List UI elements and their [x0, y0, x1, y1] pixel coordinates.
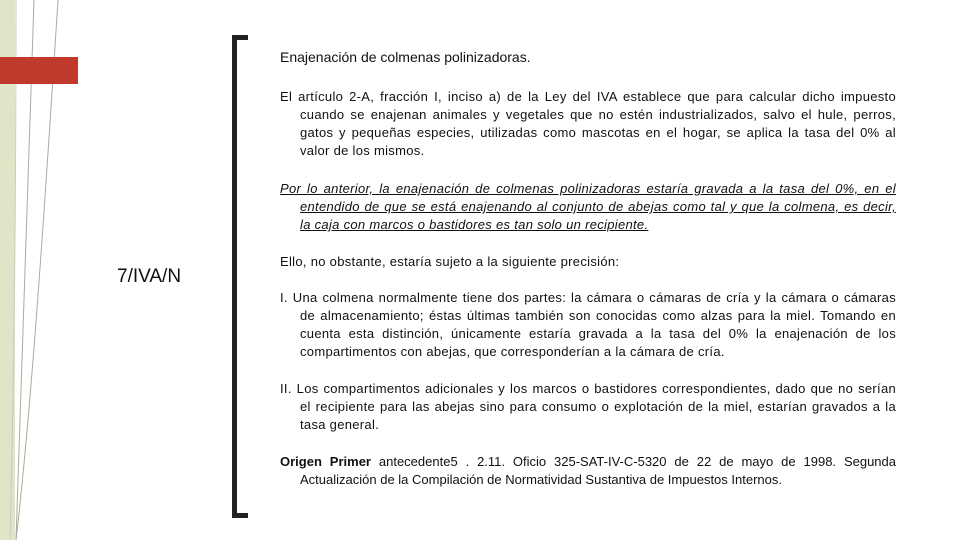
list-item-i: I. Una colmena normalmente tiene dos partes: la cámara o cámaras de cría y la cámara o cámaras de almacenamiento; éstas últimas también son conocidas como alzas para la miel. Tomando en cuenta esta distinción, únicamente estaría gravada a la tasa del 0% la enajenación de los compartimentos con abejas, que corresponderían a la cámara de cría. [280, 290, 896, 359]
document-code: 7/IVA/N [117, 266, 182, 287]
origin-text: antecedente5 . 2.11. Oficio 325-SAT-IV-C-5320 de 22 de mayo de 1998. Segunda Actualización de la Compilación de Normatividad Sustantiva de Impuestos Internos. [300, 454, 896, 487]
accent-tab [0, 57, 78, 84]
paragraph-precision: Ello, no obstante, estaría sujeto a la siguiente precisión: [280, 254, 620, 269]
origin-label: Origen Primer [280, 454, 371, 469]
content-body [280, 48, 896, 489]
paragraph-article: El artículo 2-A, fracción I, inciso a) de la Ley del IVA establece que para calcular dicho impuesto cuando se enajenan animales y vegetales que no estén industrializados, salvo el hule, perros, gatos y pequeñas especies, utilizadas como mascotas en el hogar, se aplica la tasa del 0% al valor de los mismos. [280, 89, 896, 158]
content-bracket [232, 35, 248, 518]
paragraph-conclusion: Por lo anterior, la enajenación de colmenas polinizadoras estaría gravada a la tasa del 0%, en el entendido de que se está enajenando al conjunto de abejas como tal y que la colmena, es decir, la caja con marcos o bastidores es tan solo un recipiente. [280, 181, 896, 232]
page-title: Enajenación de colmenas polinizadoras. [280, 49, 531, 65]
origin-note [280, 453, 896, 489]
list-item-ii: II. Los compartimentos adicionales y los marcos o bastidores correspondientes, dado que no serían el recipiente para las abejas sino para consumo o explotación de la miel, estarían gravados a la tasa general. [280, 381, 896, 432]
